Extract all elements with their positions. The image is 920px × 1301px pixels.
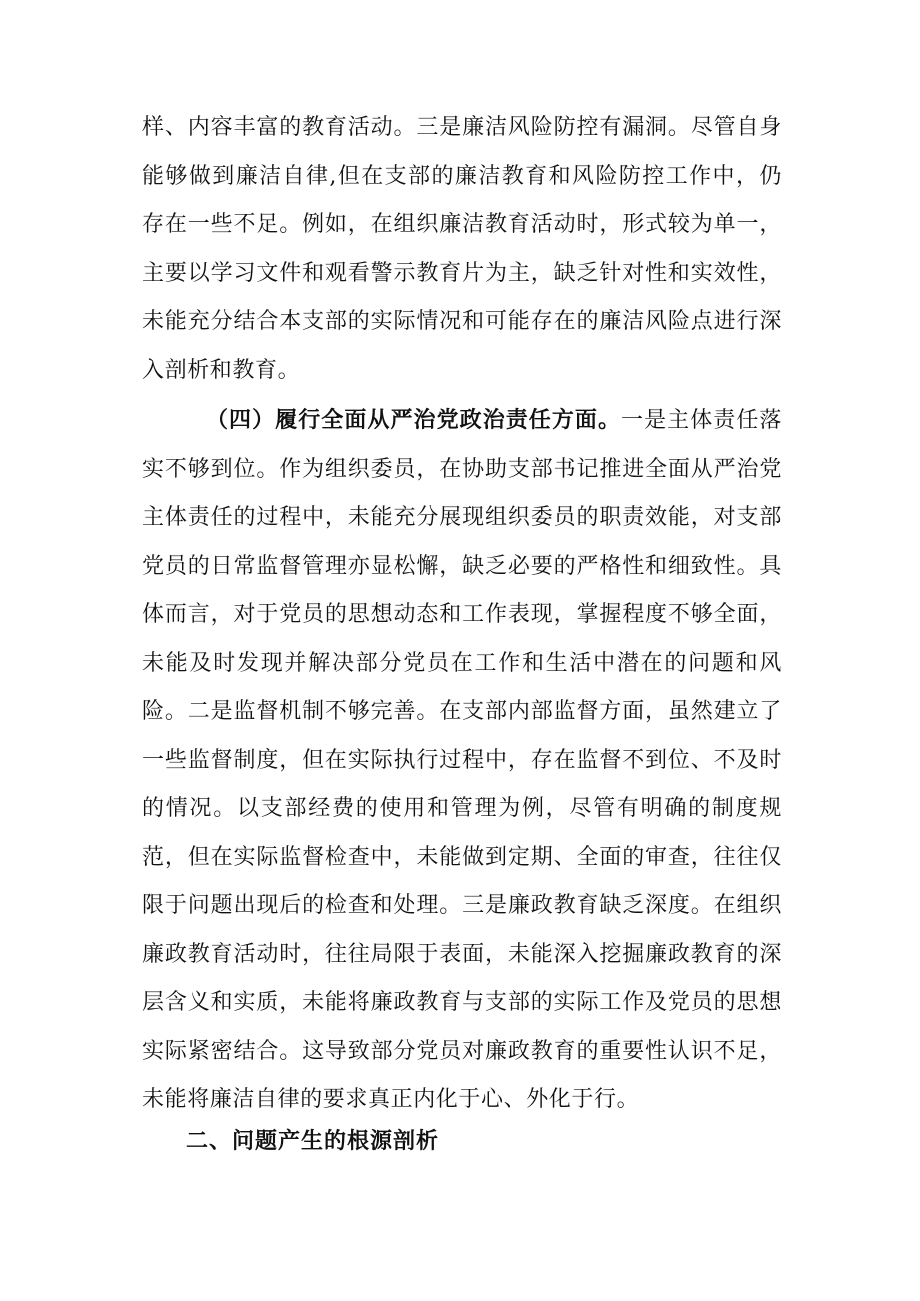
subsection-body: 一是主体责任落实不够到位。作为组织委员，在协助支部书记推进全面从严治党主体责任的过程中，未能充分展现组织委员的职责效能，对支部党员的日常监督管理亦显松懈，缺乏必要的严格性和细致性。具体而言，对于党员的思想动态和工作表现，掌握程度不够全面，未能及时发现并解决部分党员在工作和生活中潜在的问题和风险。二是监督机制不够完善。在支部内部监督方面，虽然建立了一些监督制度，但在实际执行过程中，存在监督不到位、不及时的情况。以支部经费的使用和管理为例，尽管有明确的制度规范，但在实际监督检查中，未能做到定期、全面的审查，往往仅限于问题出现后的检查和处理。三是廉政教育缺乏深度。在组织廉政教育活动时，往往局限于表面，未能深入挖掘廉政教育的深层含义和实质，未能将廉政教育与支部的实际工作及党员的思想实际紧密结合。这导致部分党员对廉政教育的重要性认识不足，未能将廉洁自律的要求真正内化于心、外化于行。 bbox=[142, 408, 782, 1112]
paragraph-integrity-risk: 样、内容丰富的教育活动。三是廉洁风险防控有漏洞。尽管自身能够做到廉洁自律,但在支部的廉洁教育和风险防控工作中，仍存在一些不足。例如，在组织廉洁教育活动时，形式较为单一，主要以学习文件和观看警示教育片为主，缺乏针对性和实效性，未能充分结合本支部的实际情况和可能存在的廉洁风险点进行深入剖析和教育。 bbox=[142, 115, 782, 383]
section-heading: 二、问题产生的根源剖析 bbox=[186, 1129, 440, 1154]
paragraph-party-responsibility bbox=[142, 396, 782, 1125]
subsection-heading: （四）履行全面从严治党政治责任方面。 bbox=[206, 407, 622, 433]
